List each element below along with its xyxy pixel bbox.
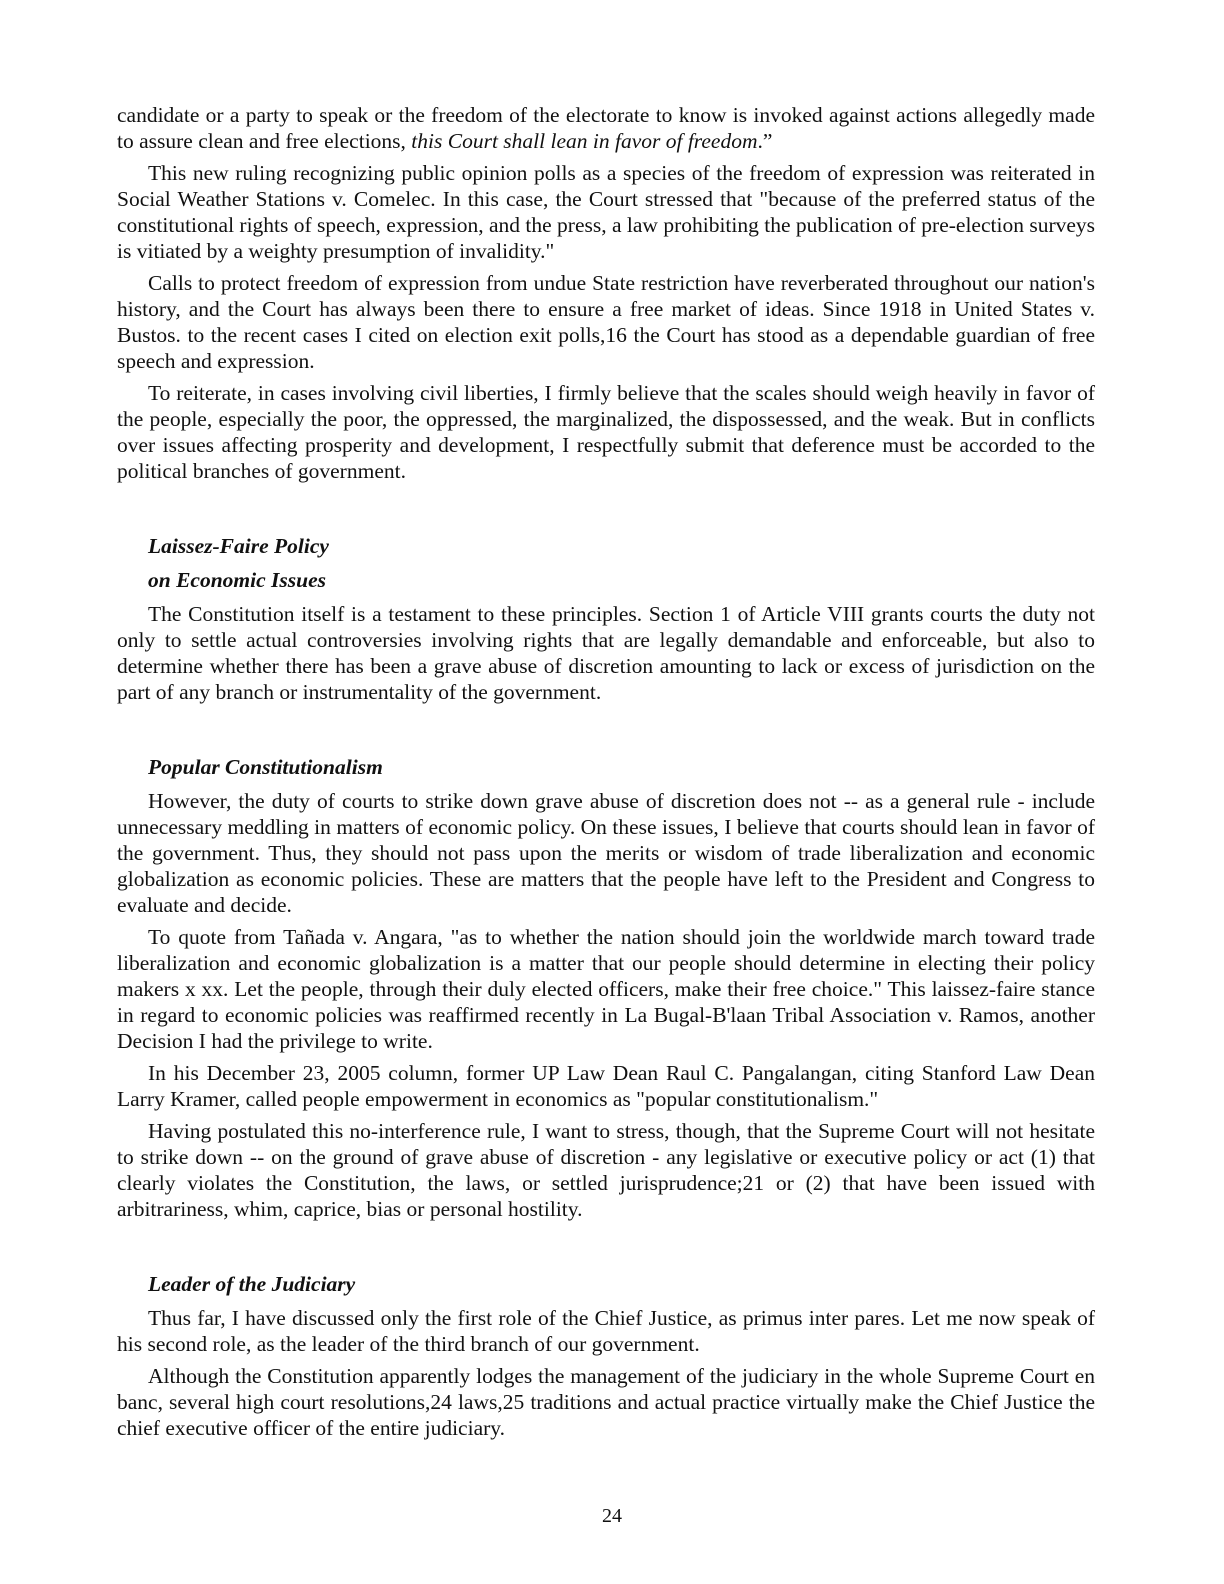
paragraph: Calls to protect freedom of expression from undue State restriction have reverberated throughout our nation's history, and the Court has always been there to ensure a free market of ideas. Since 1918 in United States v. Bustos. to the recent cases I cited on election exit polls,16 the Court has stood as a dependable guardian of free speech and expression.	[117, 271, 1095, 373]
section-heading-laissez-faire: Laissez-Faire Policy	[148, 534, 329, 558]
document-page	[117, 102, 1095, 1447]
section-heading-popular-constitutionalism: Popular Constitutionalism	[148, 755, 383, 779]
paragraph-continued	[117, 102, 1095, 154]
paragraph: However, the duty of courts to strike down grave abuse of discretion does not -- as a general rule - include unnecessary meddling in matters of economic policy. On these issues, I believe that courts should lean in favor of the government. Thus, they should not pass upon the merits or wisdom of trade liberalization and economic globalization as economic policies. These are matters that the people have left to the President and Congress to evaluate and decide.	[117, 789, 1095, 917]
section-heading-laissez-faire-line2: on Economic Issues	[148, 568, 327, 592]
paragraph: To quote from Tañada v. Angara, "as to whether the nation should join the worldwide march toward trade liberalization and economic globalization is a matter that our people should determine in electing their policy makers x xx. Let the people, through their duly elected officers, make their free choice." This laissez-faire stance in regard to economic policies was reaffirmed recently in La Bugal-B'laan Tribal Association v. Ramos, another Decision I had the privilege to write.	[117, 925, 1095, 1053]
paragraph: This new ruling recognizing public opinion polls as a species of the freedom of expression was reiterated in Social Weather Stations v. Comelec. In this case, the Court stressed that "because of the preferred status of the constitutional rights of speech, expression, and the press, a law prohibiting the publication of pre-election surveys is vitiated by a weighty presumption of invalidity."	[117, 161, 1096, 263]
paragraph: The Constitution itself is a testament to these principles. Section 1 of Article VIII grants courts the duty not only to settle actual controversies involving rights that are legally demandable and enforceable, but also to determine whether there has been a grave abuse of discretion amounting to lack or excess of jurisdiction on the part of any branch or instrumentality of the government.	[117, 602, 1095, 704]
paragraph-text-end: .”	[757, 129, 773, 153]
paragraph: Thus far, I have discussed only the first role of the Chief Justice, as primus inter pares. Let me now speak of his second role, as the leader of the third branch of our government.	[117, 1306, 1095, 1356]
section-heading-leader-of-judiciary: Leader of the Judiciary	[148, 1272, 356, 1296]
paragraph: Having postulated this no-interference rule, I want to stress, though, that the Supreme Court will not hesitate to strike down -- on the ground of grave abuse of discretion - any legislative or executive policy or act (1) that clearly violates the Constitution, the laws, or settled jurisprudence;21 or (2) that have been issued with arbitrariness, whim, caprice, bias or personal hostility.	[117, 1119, 1095, 1221]
paragraph: To reiterate, in cases involving civil liberties, I firmly believe that the scales should weigh heavily in favor of the people, especially the poor, the oppressed, the marginalized, the dispossessed, and the weak. But in conflicts over issues affecting prosperity and development, I respectfully submit that deference must be accorded to the political branches of government.	[117, 381, 1095, 483]
paragraph-text: candidate or a party to speak or the freedom of the electorate to know is invoked against actions allegedly made to assure clean and free elections,	[117, 103, 1095, 153]
emphasized-text: this Court shall lean in favor of freedom	[411, 129, 758, 153]
page-number: 24	[602, 1505, 622, 1527]
paragraph: Although the Constitution apparently lodges the management of the judiciary in the whole Supreme Court en banc, several high court resolutions,24 laws,25 traditions and actual practice virtually make the Chief Justice the chief executive officer of the entire judiciary.	[117, 1364, 1095, 1440]
paragraph: In his December 23, 2005 column, former UP Law Dean Raul C. Pangalangan, citing Stanford Law Dean Larry Kramer, called people empowerment in economics as "popular constitutionalism."	[117, 1061, 1095, 1111]
